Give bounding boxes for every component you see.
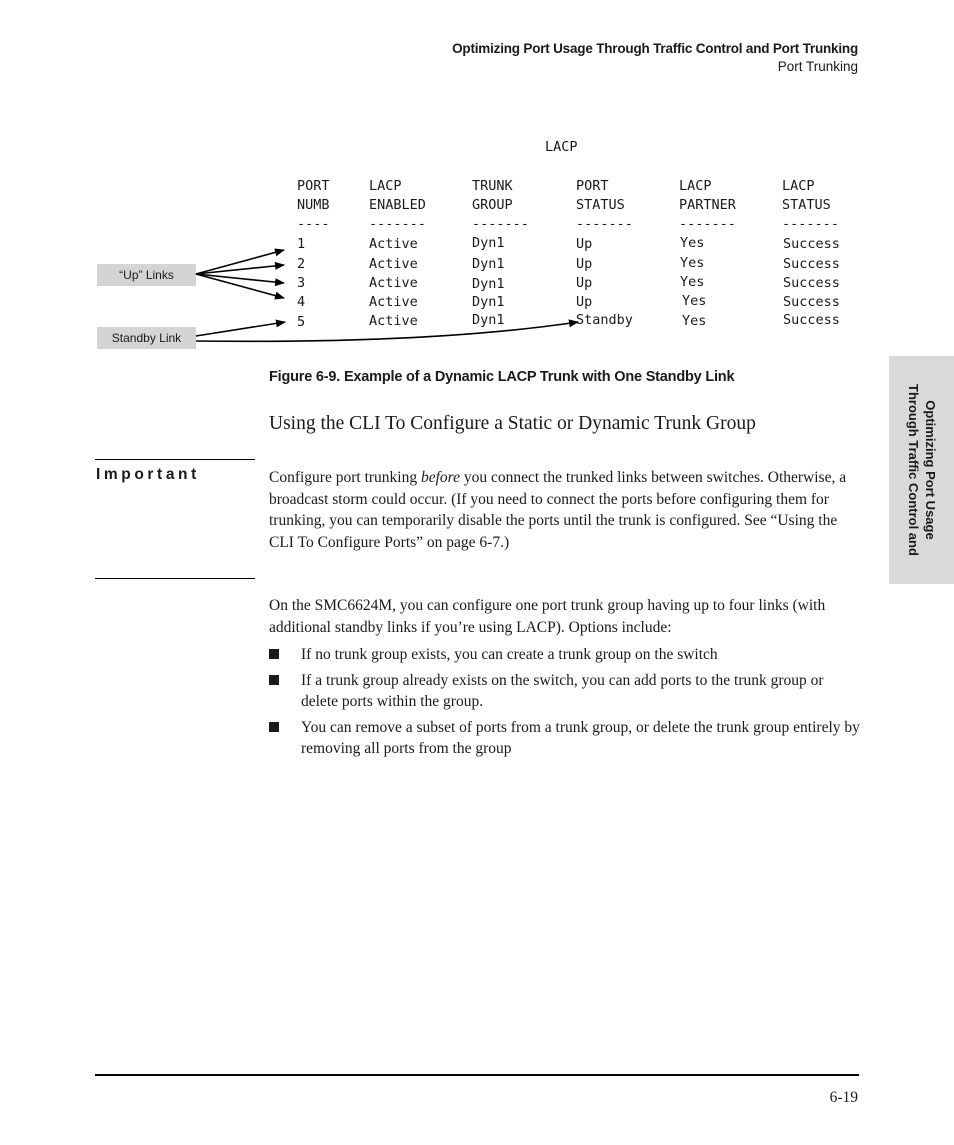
- important-text-emphasis: before: [420, 469, 460, 486]
- col-header-port-numb-1: PORT: [297, 178, 330, 194]
- important-label: Important: [96, 466, 200, 483]
- running-header-subtitle: Port Trunking: [777, 59, 858, 74]
- square-bullet-icon: [269, 675, 279, 685]
- cell-lacp-status: Success: [783, 312, 840, 328]
- cell-trunk-group: Dyn1: [472, 276, 505, 292]
- col-header-lacp-enabled-2: ENABLED: [369, 197, 426, 213]
- cell-lacp-enabled: Active: [369, 294, 418, 310]
- cell-lacp-partner: Yes: [680, 274, 705, 290]
- standby-link-callout: Standby Link: [97, 327, 196, 349]
- arrow-to-port-4: [196, 274, 284, 298]
- page-number: 6-19: [829, 1089, 858, 1106]
- col-sep-port-numb: ----: [297, 216, 330, 232]
- col-header-lacp-partner-2: PARTNER: [679, 197, 736, 213]
- cell-port-status: Up: [576, 294, 593, 310]
- cell-lacp-partner: Yes: [682, 313, 707, 329]
- section-heading: Using the CLI To Configure a Static or Dynamic Trunk Group: [269, 413, 756, 434]
- cell-port-status: Up: [576, 236, 593, 252]
- callout-arrows: [0, 0, 954, 400]
- cell-lacp-status: Success: [783, 275, 840, 291]
- cell-port: 3: [297, 275, 306, 291]
- col-header-lacp-partner-1: LACP: [679, 178, 712, 194]
- col-header-trunk-group-2: GROUP: [472, 197, 513, 213]
- col-header-lacp-enabled-1: LACP: [369, 178, 402, 194]
- arrow-to-port-2: [196, 265, 284, 274]
- cell-port: 5: [297, 314, 306, 330]
- cell-port: 4: [297, 294, 306, 310]
- list-item-text: If no trunk group exists, you can create a trunk group on the switch: [301, 646, 718, 663]
- cell-lacp-enabled: Active: [369, 256, 418, 272]
- important-text-before: Configure port trunking: [269, 469, 421, 486]
- cell-port: 2: [297, 256, 306, 272]
- col-header-lacp-status-1: LACP: [782, 178, 815, 194]
- cell-lacp-enabled: Active: [369, 236, 418, 252]
- list-item-text: You can remove a subset of ports from a trunk group, or delete the trunk group entirely by removing all ports from the group: [301, 718, 860, 757]
- list-item-text: If a trunk group already exists on the switch, you can add ports to the trunk group or delete ports within the group.: [301, 671, 824, 710]
- intro-paragraph: On the SMC6624M, you can configure one port trunk group having up to four links (with additional standby links if you’re using LACP). Options include:: [269, 597, 826, 636]
- figure-caption: Figure 6-9. Example of a Dynamic LACP Trunk with One Standby Link: [269, 369, 735, 385]
- arrow-to-port-3: [196, 274, 284, 283]
- cell-lacp-status: Success: [783, 236, 840, 252]
- cell-port-status: Up: [576, 275, 593, 291]
- col-header-port-status-2: STATUS: [576, 197, 625, 213]
- running-header-title: Optimizing Port Usage Through Traffic Control and Port Trunking: [452, 41, 858, 56]
- col-sep-lacp-enabled: -------: [369, 216, 426, 232]
- footer-rule: [95, 1074, 859, 1076]
- col-sep-lacp-status: -------: [782, 216, 839, 232]
- up-links-callout: “Up” Links: [97, 264, 196, 286]
- col-sep-port-status: -------: [576, 216, 633, 232]
- list-item: [269, 717, 861, 760]
- cell-lacp-status: Success: [783, 294, 840, 310]
- square-bullet-icon: [269, 649, 279, 659]
- arrow-to-port-5: [196, 322, 285, 336]
- col-sep-trunk-group: -------: [472, 216, 529, 232]
- cell-port-status: Up: [576, 256, 593, 272]
- col-header-lacp-status-2: STATUS: [782, 197, 831, 213]
- side-tab-line-1: Optimizing Port Usage: [922, 400, 938, 540]
- list-item: [269, 644, 861, 666]
- important-note-text: [269, 467, 861, 553]
- lacp-screen-title: LACP: [545, 139, 578, 155]
- cell-trunk-group: Dyn1: [472, 256, 505, 272]
- important-bottom-rule: [95, 578, 255, 579]
- cell-lacp-partner: Yes: [680, 255, 705, 271]
- side-tab-line-2: Through Traffic Control and: [905, 384, 921, 556]
- cell-port: 1: [297, 236, 306, 252]
- cell-lacp-partner: Yes: [680, 235, 705, 251]
- square-bullet-icon: [269, 722, 279, 732]
- col-header-trunk-group-1: TRUNK: [472, 178, 513, 194]
- cell-lacp-enabled: Active: [369, 313, 418, 329]
- arrow-to-port-1: [196, 250, 284, 274]
- important-text-after: you connect the trunked links between switches. Otherwise, a broadcast storm could occur. (If you need to connect the ports before configuring them for trunking, you can temporarily disable the ports until the trunk is configured. See “Using the CLI To Configure Ports” on page 6-7.): [269, 469, 847, 551]
- col-header-port-numb-2: NUMB: [297, 197, 330, 213]
- cell-trunk-group: Dyn1: [472, 294, 505, 310]
- important-top-rule: [95, 459, 255, 460]
- col-header-port-status-1: PORT: [576, 178, 609, 194]
- cell-lacp-status: Success: [783, 256, 840, 272]
- cell-lacp-enabled: Active: [369, 275, 418, 291]
- cell-trunk-group: Dyn1: [472, 312, 505, 328]
- col-sep-lacp-partner: -------: [679, 216, 736, 232]
- options-list: [269, 644, 861, 764]
- chapter-side-tab-text: [905, 370, 939, 570]
- cell-lacp-partner: Yes: [682, 293, 707, 309]
- cell-trunk-group: Dyn1: [472, 235, 505, 251]
- list-item: [269, 670, 861, 713]
- cell-port-status: Standby: [576, 312, 633, 328]
- arrow-to-standby-status: [196, 322, 578, 341]
